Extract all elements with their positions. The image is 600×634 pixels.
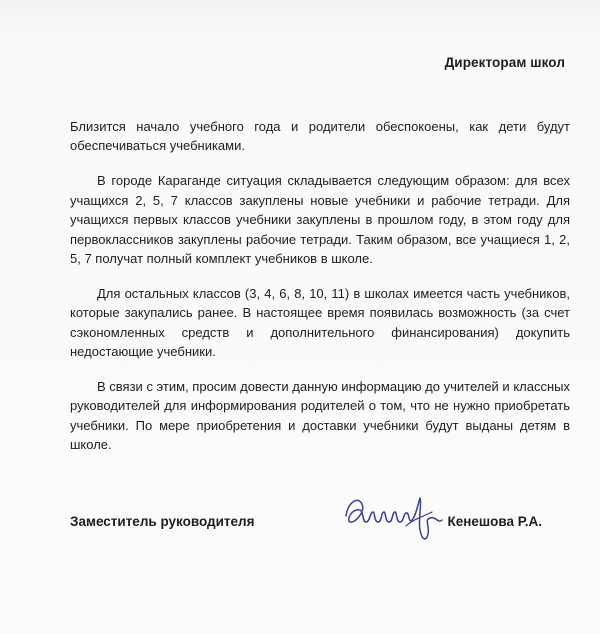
handwritten-signature (340, 490, 450, 548)
addressee: Директорам школ (444, 55, 565, 70)
paragraph-situation: В городе Караганде ситуация складывается следующим образом: для всех учащихся 2, 5, 7 классов закуплены новые учебники и рабочие тетради. Для учащихся первых классов учебники закуплены в прошлом году, в этом году для первоклассников закуплены рабочие тетради. Таким образом, все учащиеся 1, 2, 5, 7 получат полный комплект учебников в школе. (70, 173, 570, 266)
signer-name: Кенешова Р.А. (447, 514, 542, 529)
signature-block (70, 504, 560, 544)
letter-body (70, 117, 570, 470)
signer-title: Заместитель руководителя (70, 514, 255, 529)
paragraph-other-classes: Для остальных классов (3, 4, 6, 8, 10, 11) в школах имеется часть учебников, которые закупались ранее. В настоящее время появилась возможность (за счет сэкономленных средств и дополнительного финансирования) докупить недостающие учебники. (70, 285, 570, 360)
paragraph-intro: Близится начало учебного года и родители обеспокоены, как дети будут обеспечиваться учебниками. (70, 119, 570, 154)
paragraph-request: В связи с этим, просим довести данную информацию до учителей и классных руководителей для информирования родителей о том, что не нужно приобретать учебники. По мере приобретения и доставки учебники будут выданы детям в школе. (70, 378, 570, 453)
